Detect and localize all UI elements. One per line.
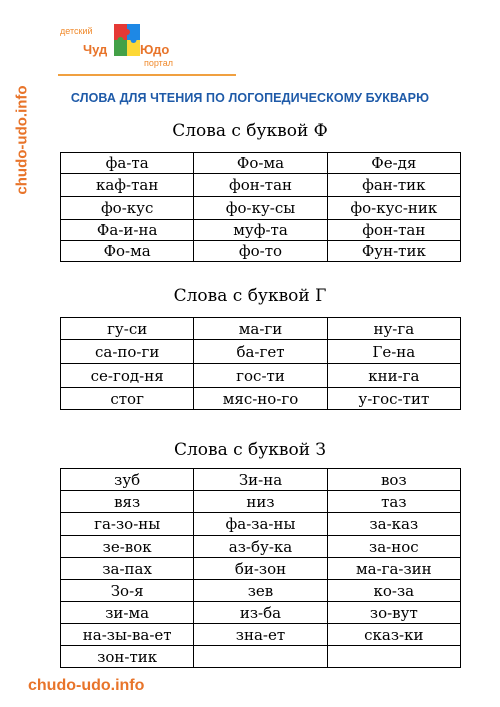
table-row	[61, 220, 461, 241]
table-cell: на-зы-ва-ет	[61, 624, 194, 646]
table-cell: муф-та	[194, 220, 327, 241]
table-cell: зон-тик	[61, 646, 194, 668]
table-row	[61, 558, 461, 580]
table-row	[61, 241, 461, 262]
table-cell: зе-вок	[61, 536, 194, 558]
table-cell: са-по-ги	[61, 340, 194, 364]
side-site-url: chudo-udo.info	[13, 85, 31, 195]
table-cell: Ге-на	[327, 340, 460, 364]
table-cell: фан-тик	[327, 174, 460, 197]
table-cell	[194, 646, 327, 668]
table-cell: ма-га-зин	[327, 558, 460, 580]
table-cell: Фо-ма	[194, 153, 327, 174]
word-table-g	[60, 317, 461, 410]
table-cell: Фун-тик	[327, 241, 460, 262]
table-cell: гу-си	[61, 318, 194, 340]
table-cell: се-год-ня	[61, 364, 194, 388]
table-cell: фо-ку-сы	[194, 197, 327, 220]
table-cell: низ	[194, 491, 327, 513]
logo-word-left: Чуд	[83, 42, 108, 57]
logo-word-right: Юдо	[140, 42, 170, 57]
table-cell: за-пах	[61, 558, 194, 580]
table-cell: Фо-ма	[61, 241, 194, 262]
word-table-z	[60, 468, 461, 668]
table-cell: Зо-я	[61, 580, 194, 602]
table-cell: вяз	[61, 491, 194, 513]
table-row	[61, 469, 461, 491]
table-row	[61, 388, 461, 410]
table-cell: фон-тан	[327, 220, 460, 241]
section-heading-f: Слова с буквой Ф	[172, 121, 328, 141]
table-cell: таз	[327, 491, 460, 513]
table-cell: га-зо-ны	[61, 513, 194, 536]
table-cell: ну-га	[327, 318, 460, 340]
table-cell: сказ-ки	[327, 624, 460, 646]
table-row	[61, 624, 461, 646]
table-row	[61, 364, 461, 388]
logo-line-3: портал	[144, 58, 173, 68]
table-row	[61, 536, 461, 558]
table-cell: фо-кус-ник	[327, 197, 460, 220]
table-cell: за-каз	[327, 513, 460, 536]
document-title: СЛОВА ДЛЯ ЧТЕНИЯ ПО ЛОГОПЕДИЧЕСКОМУ БУКВАРЮ	[70, 91, 430, 105]
table-cell: фа-та	[61, 153, 194, 174]
table-row	[61, 491, 461, 513]
table-cell: ма-ги	[194, 318, 327, 340]
table-row	[61, 580, 461, 602]
table-cell: у-гос-тит	[327, 388, 460, 410]
table-row	[61, 153, 461, 174]
table-cell: кни-га	[327, 364, 460, 388]
table-cell: гос-ти	[194, 364, 327, 388]
puzzle-icon	[114, 24, 140, 56]
table-cell: фо-то	[194, 241, 327, 262]
table-cell: за-нос	[327, 536, 460, 558]
table-cell: Зи-на	[194, 469, 327, 491]
table-cell: Фа-и-на	[61, 220, 194, 241]
logo-line-1: детский	[60, 26, 93, 36]
section-heading-z: Слова с буквой З	[173, 440, 327, 460]
table-cell: фон-тан	[194, 174, 327, 197]
table-cell: каф-тан	[61, 174, 194, 197]
table-cell: би-зон	[194, 558, 327, 580]
table-cell: зи-ма	[61, 602, 194, 624]
table-cell: фо-кус	[61, 197, 194, 220]
table-row	[61, 602, 461, 624]
table-row	[61, 197, 461, 220]
table-cell: мяс-но-го	[194, 388, 327, 410]
table-cell: Фе-дя	[327, 153, 460, 174]
section-heading-g: Слова с буквой Г	[173, 286, 327, 306]
table-cell: зо-вут	[327, 602, 460, 624]
table-cell: зна-ет	[194, 624, 327, 646]
table-row	[61, 340, 461, 364]
header-divider	[58, 74, 236, 76]
bottom-site-url[interactable]: chudo-udo.info	[28, 677, 145, 694]
table-cell: ба-гет	[194, 340, 327, 364]
table-cell: воз	[327, 469, 460, 491]
table-row	[61, 174, 461, 197]
word-table-f	[60, 152, 461, 262]
table-row	[61, 646, 461, 668]
table-cell: зуб	[61, 469, 194, 491]
table-row	[61, 318, 461, 340]
table-cell: из-ба	[194, 602, 327, 624]
table-cell: стог	[61, 388, 194, 410]
table-row	[61, 513, 461, 536]
site-logo[interactable]	[58, 16, 238, 76]
table-cell: аз-бу-ка	[194, 536, 327, 558]
table-cell: зев	[194, 580, 327, 602]
table-cell: ко-за	[327, 580, 460, 602]
table-cell: фа-за-ны	[194, 513, 327, 536]
table-cell	[327, 646, 460, 668]
